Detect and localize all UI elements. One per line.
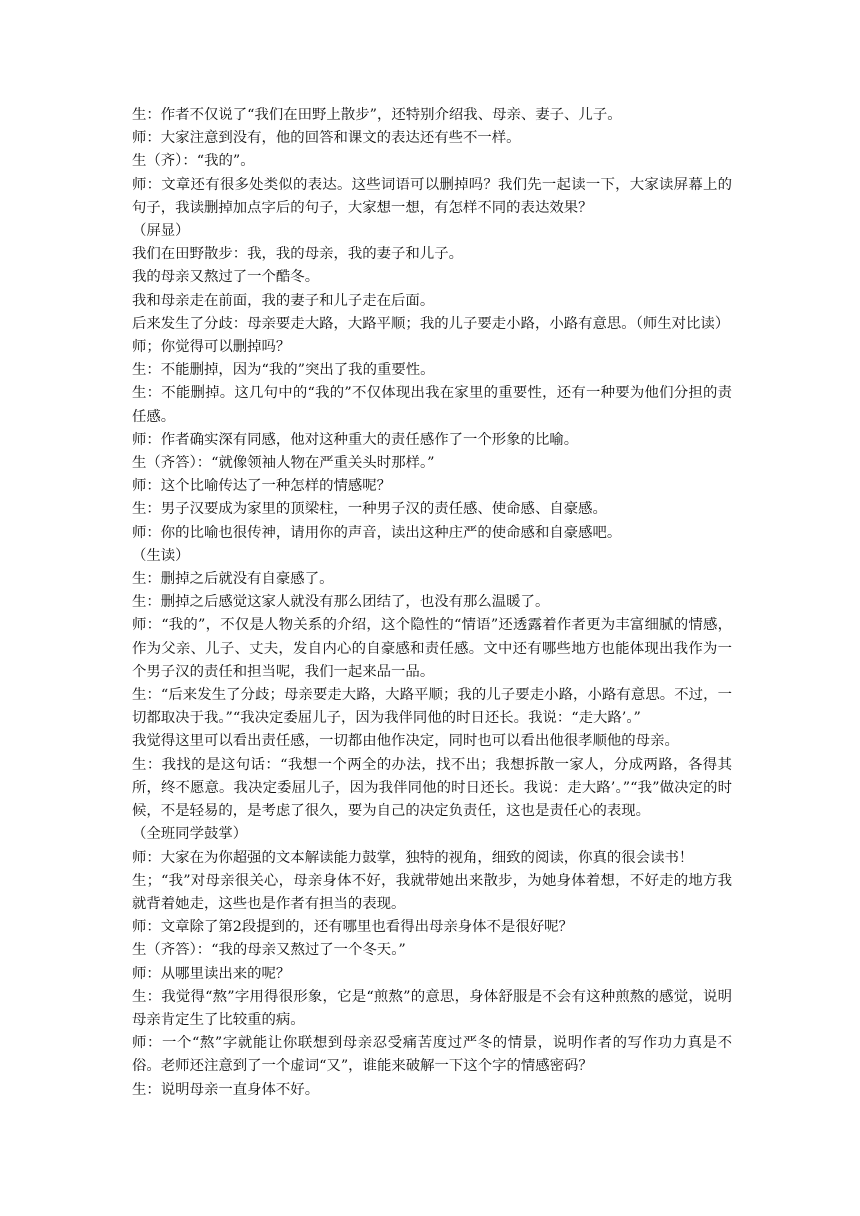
paragraph: 师：大家在为你超强的文本解读能力鼓掌，独特的视角，细致的阅读，你真的很会读书！ <box>132 849 694 866</box>
paragraph: （全班同学鼓掌） <box>132 826 248 843</box>
document-body <box>132 104 732 1102</box>
paragraph: 师：“我的”，不仅是人物关系的介绍，这个隐性的“情语”还透露着作者更为丰富细腻的情感，作为父亲、儿子、丈夫，发自内心的自豪感和责任感。文中还有哪些地方也能体现出我作为一个男子汉的责任和担当呢，我们一起来品一品。 <box>132 617 732 680</box>
paragraph: （生读） <box>132 547 190 564</box>
paragraph: 师：大家注意到没有，他的回答和课文的表达还有些不一样。 <box>132 130 521 147</box>
paragraph: 我和母亲走在前面，我的妻子和儿子走在后面。 <box>132 292 435 309</box>
paragraph: 生（齐）：“我的”。 <box>132 153 255 170</box>
paragraph: 师：文章除了第2段提到的，还有哪里也看得出母亲身体不是很好呢？ <box>132 919 573 936</box>
paragraph: 我觉得这里可以看出责任感，一切都由他作决定，同时也可以看出他很孝顺他的母亲。 <box>132 733 679 750</box>
paragraph: 师；你觉得可以删掉吗？ <box>132 339 291 356</box>
paragraph: 生：作者不仅说了“我们在田野上散步”，还特别介绍我、母亲、妻子、儿子。 <box>132 107 622 123</box>
paragraph: 师：作者确实深有同感，他对这种重大的责任感作了一个形象的比喻。 <box>132 431 579 448</box>
paragraph: 生：删掉之后就没有自豪感了。 <box>132 571 334 588</box>
paragraph: 后来发生了分歧：母亲要走大路，大路平顺；我的儿子要走小路，小路有意思。（师生对比读） <box>132 315 730 332</box>
paragraph: 生（齐答）：“就像领袖人物在严重关头时那样。” <box>132 455 435 472</box>
paragraph: 生（齐答）：“我的母亲又熬过了一个冬天。” <box>132 942 406 959</box>
paragraph: 生：男子汉要成为家里的顶梁柱，一种男子汉的责任感、使命感、自豪感。 <box>132 501 607 518</box>
paragraph: 生：不能删掉，因为“我的”突出了我的重要性。 <box>132 362 435 379</box>
paragraph: 生：不能删掉。这几句中的“我的”不仅体现出我在家里的重要性，还有一种要为他们分担的责任感。 <box>132 385 732 425</box>
paragraph: 我们在田野散步：我，我的母亲，我的妻子和儿子。 <box>132 246 463 263</box>
paragraph: 生：说明母亲一直身体不好。 <box>132 1081 320 1098</box>
paragraph: 师：文章还有很多处类似的表达。这些词语可以删掉吗？我们先一起读一下，大家读屏幕上的句子，我读删掉加点字后的句子，大家想一想，有怎样不同的表达效果？ <box>132 176 732 216</box>
paragraph: 师：一个“熬”字就能让你联想到母亲忍受痛苦度过严冬的情景，说明作者的写作功力真是不俗。老师还注意到了一个虚词“又”，谁能来破解一下这个字的情感密码？ <box>132 1035 732 1075</box>
paragraph: （屏显） <box>132 223 190 240</box>
paragraph: 师：从哪里读出来的呢？ <box>132 965 291 982</box>
paragraph: 生：删掉之后感觉这家人就没有那么团结了，也没有那么温暖了。 <box>132 594 550 611</box>
paragraph: 生：我觉得“熬”字用得很形象，它是“煎熬”的意思，身体舒服是不会有这种煎熬的感觉，说明母亲肯定生了比较重的病。 <box>132 988 732 1028</box>
paragraph: 师：你的比喻也很传神，请用你的声音，读出这种庄严的使命感和自豪感吧。 <box>132 524 622 541</box>
paragraph: 我的母亲又熬过了一个酷冬。 <box>132 269 320 286</box>
paragraph: 生：我找的是这句话：“我想一个两全的办法，找不出；我想拆散一家人，分成两路，各得其所，终不愿意。我决定委屈儿子，因为我伴同他的时日还长。我说：走大路’。”“我”做决定的时候，不是轻易的，是考虑了很久，要为自己的决定负责任，这也是责任心的表现。 <box>132 756 732 820</box>
paragraph: 生；“我”对母亲很关心，母亲身体不好，我就带她出来散步，为她身体着想，不好走的地方我就背着她走，这些也是作者有担当的表现。 <box>132 872 732 912</box>
paragraph: 生：“后来发生了分歧；母亲要走大路，大路平顺；我的儿子要走小路，小路有意思。不过，一切都取决于我。”“我决定委屈儿子，因为我伴同他的时日还长。我说：“走大路’。” <box>132 687 732 727</box>
paragraph: 师：这个比喻传达了一种怎样的情感呢？ <box>132 478 392 495</box>
